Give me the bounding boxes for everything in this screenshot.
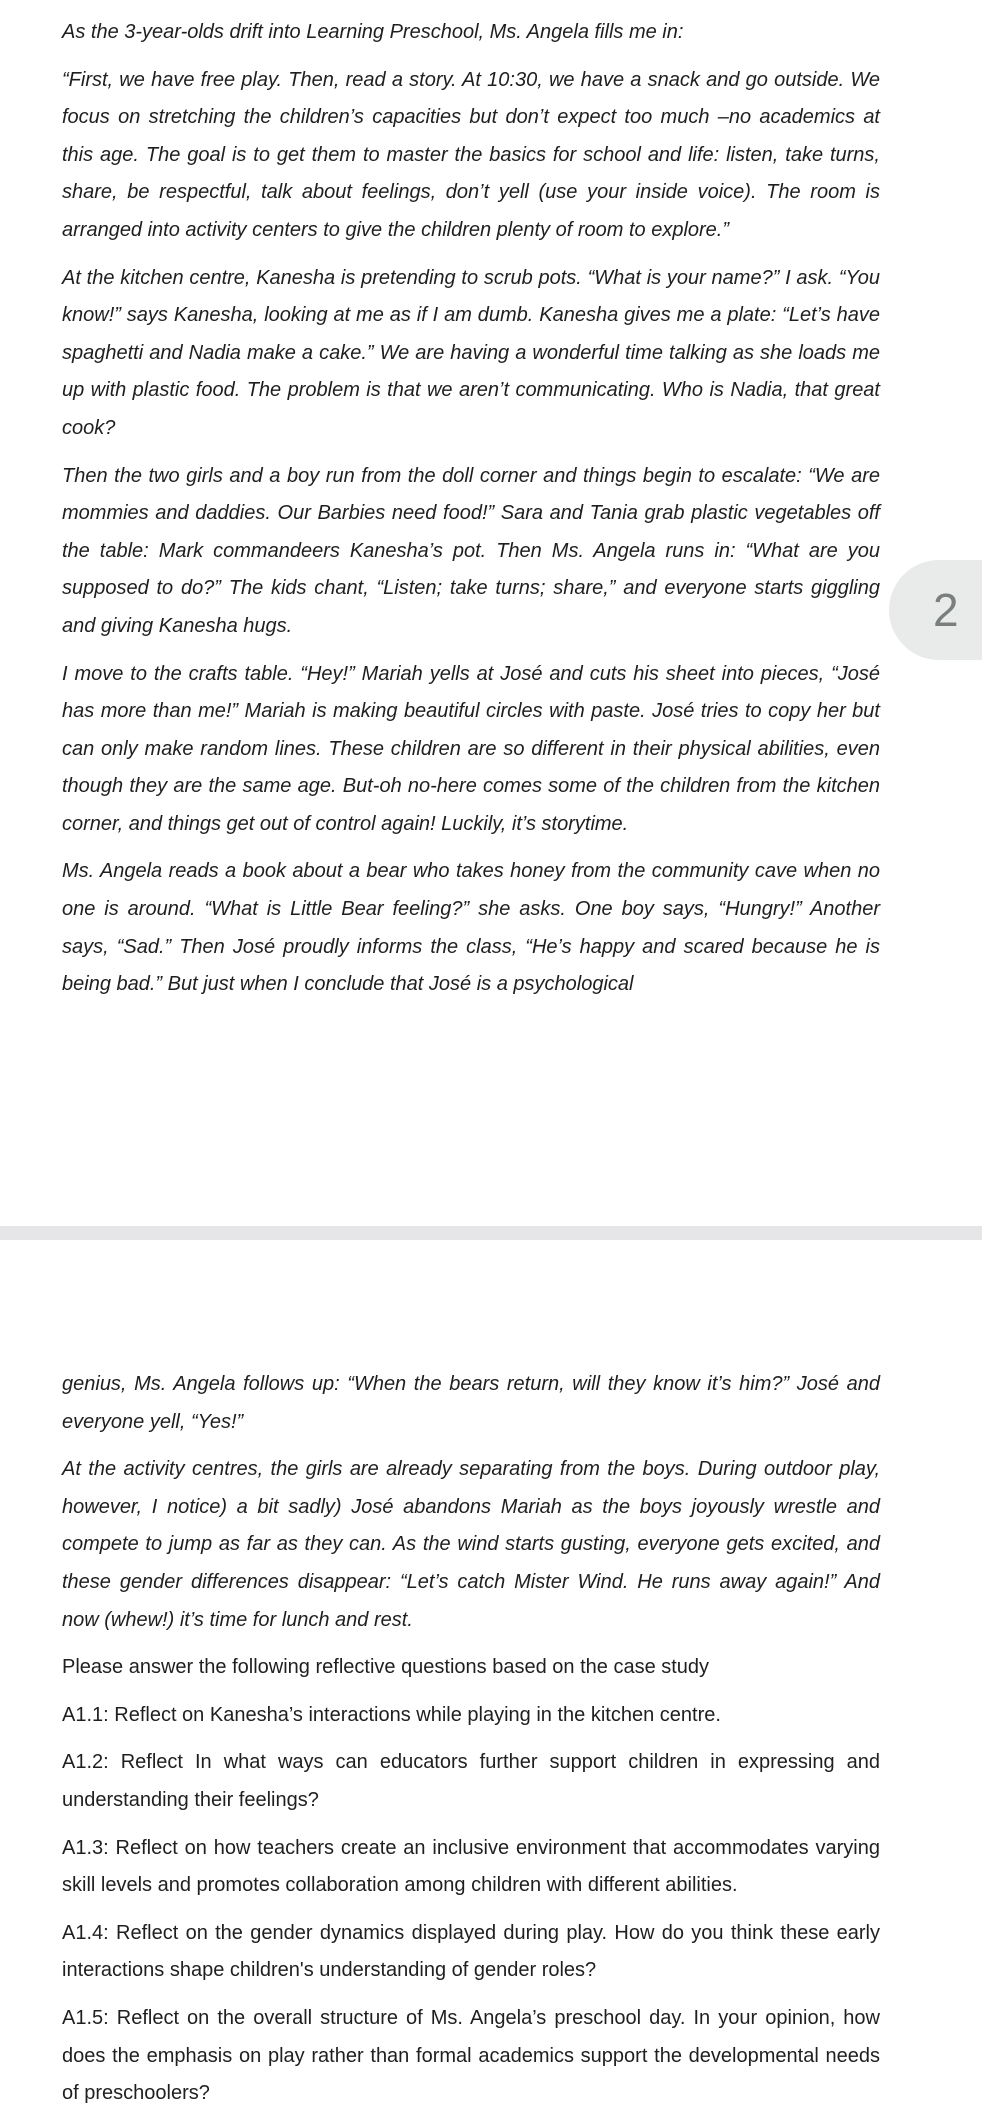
page-number: 2	[933, 584, 959, 636]
teacher-quote-paragraph: “First, we have free play. Then, read a story. At 10:30, we have a snack and go outside. We focus on stretching the children’s capacities but don’t expect too much –no academics at this age. The goal is to get them to master the basics for school and life: listen, take turns, share, be respectful, talk about feelings, don’t yell (use your inside voice). The room is arranged into activity centers to give the children plenty of room to explore.”	[62, 68, 880, 241]
kitchen-centre-paragraph: At the kitchen centre, Kanesha is pretending to scrub pots. “What is your name?” I ask. “You know!” says Kanesha, looking at me as if I am dumb. Kanesha gives me a plate: “Let’s have spaghetti and Nadia make a cake.” We are having a wonderful time talking as she loads me up with plastic food. The problem is that we aren’t communicating. Who is Nadia, that great cook?	[62, 266, 880, 439]
activity-centres-paragraph: At the activity centres, the girls are already separating from the boys. During outdoor play, however, I notice) a bit sadly) José abandons Mariah as the boys joyously wrestle and compete to jump as far as they can. As the wind starts gusting, everyone gets excited, and these gender differences disappear: “Let’s catch Mister Wind. He runs away again!” And now (whew!) it’s time for lunch and rest.	[62, 1458, 880, 1631]
intro-paragraph: As the 3-year-olds drift into Learning Preschool, Ms. Angela fills me in:	[62, 21, 684, 43]
case-study-text	[62, 14, 880, 1014]
instructions-text: Please answer the following reflective questions based on the case study	[62, 1656, 710, 1679]
crafts-table-paragraph: I move to the crafts table. “Hey!” Mariah yells at José and cuts his sheet into pieces, “José has more than me!” Mariah is making beautiful circles with paste. José tries to copy her but can only make random lines. These children are so different in their physical abilities, even though they are the same age. But-oh no-here comes some of the children from the kitchen corner, and things get out of control again! Luckily, it’s storytime.	[62, 662, 880, 835]
question-a1-5: A1.5: Reflect on the overall structure of Ms. Angela’s preschool day. In your opinion, how does the emphasis on play rather than formal academics support the developmental needs of preschoolers?	[62, 2006, 880, 2105]
storytime-continued-paragraph: genius, Ms. Angela follows up: “When the bears return, will they know it’s him?” José and everyone yell, “Yes!”	[62, 1373, 880, 1433]
page-divider	[0, 1226, 982, 1240]
storytime-paragraph: Ms. Angela reads a book about a bear who takes honey from the community cave when no one is around. “What is Little Bear feeling?” she asks. One boy says, “Hungry!” Another says, “Sad.” Then José proudly informs the class, “He’s happy and scared because he is being bad.” But just when I conclude that José is a psychological	[62, 860, 880, 996]
question-a1-2: A1.2: Reflect In what ways can educators further support children in expressing and understanding their feelings?	[62, 1751, 880, 1811]
question-a1-3: A1.3: Reflect on how teachers create an inclusive environment that accommodates varying skill levels and promotes collaboration among children with different abilities.	[62, 1836, 880, 1897]
case-study-continued	[62, 1366, 880, 2123]
page-number-tab	[889, 560, 982, 660]
doll-corner-paragraph: Then the two girls and a boy run from the doll corner and things begin to escalate: “We are mommies and daddies. Our Barbies need food!” Sara and Tania grab plastic vegetables off the table: Mark commandeers Kanesha’s pot. Then Ms. Angela runs in: “What are you supposed to do?” The kids chant, “Listen; take turns; share,” and everyone starts giggling and giving Kanesha hugs.	[62, 464, 880, 637]
question-a1-1: A1.1: Reflect on Kanesha’s interactions while playing in the kitchen centre.	[62, 1703, 721, 1726]
question-a1-4: A1.4: Reflect on the gender dynamics displayed during play. How do you think these early interactions shape children's understanding of gender roles?	[62, 1921, 880, 1982]
